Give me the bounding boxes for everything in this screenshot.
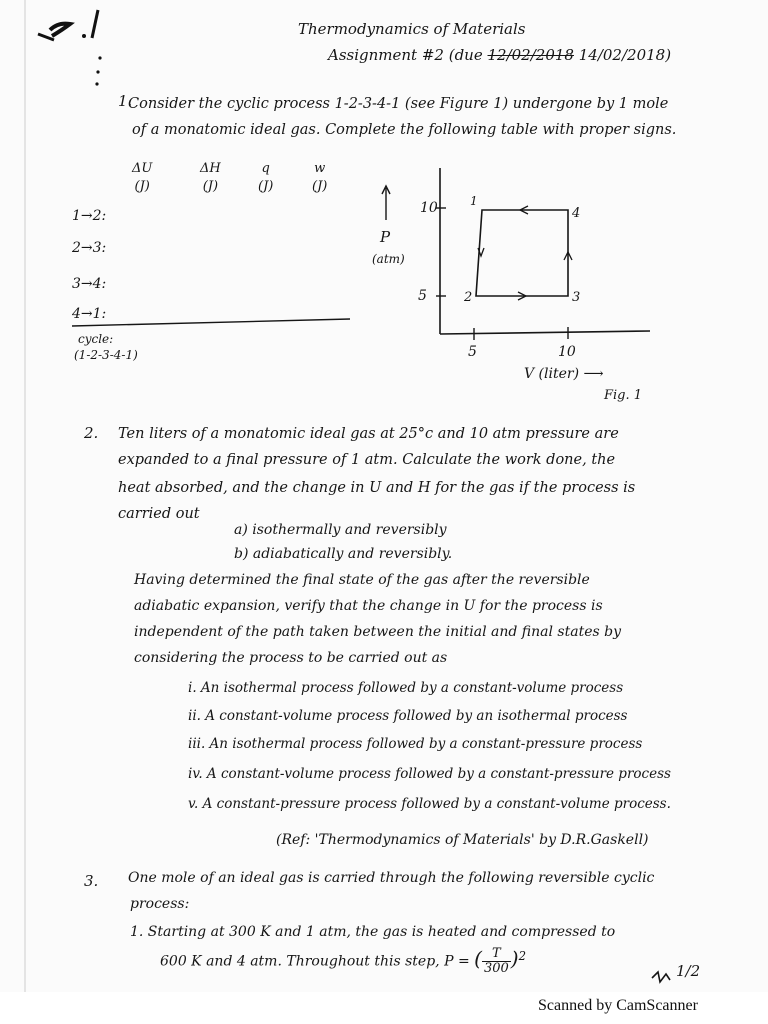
col-du-unit: (J) [134, 179, 150, 194]
q2-item-ii: ii. A constant-volume process followed by an isothermal process [188, 708, 628, 724]
fig-ytick-5: 5 [418, 288, 427, 304]
q2-line-2: expanded to a final pressure of 1 atm. Calculate the work done, the [118, 452, 616, 468]
q2-option-a: a) isothermally and reversibly [234, 522, 447, 538]
cycle-label: cycle: [78, 332, 114, 346]
struck-date: 12/02/2018 [487, 46, 574, 64]
col-dh-name: ΔH [200, 161, 221, 176]
q3-step1-a: 1. Starting at 300 K and 1 atm, the gas is heated and compressed to [130, 924, 616, 940]
fig-xtick-10: 10 [558, 344, 576, 360]
col-dh-unit: (J) [202, 179, 219, 194]
q2-reference: (Ref: 'Thermodynamics of Materials' by D.R.Gaskell) [276, 832, 649, 848]
col-w [312, 160, 327, 196]
assignment-prefix: Assignment #2 (due [328, 46, 483, 64]
q2-para2-line-1: Having determined the final state of the gas after the reversible [134, 572, 590, 588]
scanner-watermark: Scanned by CamScanner [538, 997, 698, 1014]
fig-point-2: 2 [464, 290, 473, 305]
q3-formula-denominator: 300 [483, 961, 509, 977]
q3-line-1: One mole of an ideal gas is carried through the following reversible cyclic [128, 870, 655, 886]
q3-line-2: process: [130, 896, 190, 912]
q3-formula-fraction [482, 947, 511, 976]
col-du [132, 160, 152, 196]
fig-xtick-5: 5 [468, 344, 477, 360]
q3-number: 3. [84, 872, 99, 890]
q2-line-1: Ten liters of a monatomic ideal gas at 25°c and 10 atm pressure are [118, 426, 619, 442]
q2-item-iii: iii. An isothermal process followed by a constant-pressure process [188, 736, 643, 752]
row-2-3: 2→3: [72, 240, 107, 256]
due-date: 14/02/2018) [578, 46, 672, 64]
cycle-sublabel: (1-2-3-4-1) [74, 348, 138, 362]
q2-line-4: carried out [118, 506, 200, 522]
page-number-scribble [650, 968, 672, 986]
col-w-name: w [314, 161, 326, 176]
course-title: Thermodynamics of Materials [298, 20, 526, 38]
col-w-unit: (J) [312, 179, 328, 194]
row-1-2: 1→2: [72, 208, 107, 224]
q2-para2-line-4: considering the process to be carried out as [134, 650, 448, 666]
col-dh [200, 160, 221, 196]
q2-option-b: b) adiabatically and reversibly. [234, 546, 453, 562]
col-q [258, 160, 273, 196]
fig-caption: Fig. 1 [604, 388, 643, 403]
q2-item-v: v. A constant-pressure process followed by a constant-volume process. [188, 796, 671, 812]
q2-item-i: i. An isothermal process followed by a constant-volume process [188, 680, 624, 696]
fig-y-unit: (atm) [372, 252, 405, 266]
q1-line1: Consider the cyclic process 1-2-3-4-1 (see Figure 1) undergone by 1 mole [128, 96, 669, 112]
figure-1-diagram [360, 160, 660, 410]
q1-line2: of a monatomic ideal gas. Complete the following table with proper signs. [132, 122, 677, 138]
fig-point-3: 3 [572, 290, 581, 305]
page-edge-shadow [24, 0, 26, 992]
row-3-4: 3→4: [72, 276, 107, 292]
q3-formula-numerator: T [482, 947, 511, 962]
assignment-line [328, 46, 671, 64]
q1-number: 1. [118, 92, 133, 110]
q2-number: 2. [84, 424, 99, 442]
q2-para2-line-2: adiabatic expansion, verify that the change in U for the process is [134, 598, 603, 614]
q3-formula-exponent: 2 [518, 949, 527, 963]
q2-item-iv: iv. A constant-volume process followed by a constant-pressure process [188, 766, 671, 782]
fig-y-label: P [380, 228, 391, 246]
q3-step1-b-line: 600 K and 4 atm. Throughout this step, P = ( $\frac{T}{300}$ )$^2$ [160, 946, 527, 977]
page-number: 1/2 [676, 962, 701, 980]
fig-ytick-10: 10 [420, 200, 438, 216]
fig-x-label: V (liter) ⟶ [524, 366, 604, 382]
q3-formula-lhs: P = [444, 953, 470, 970]
fig-point-4: 4 [572, 206, 581, 221]
col-q-unit: (J) [258, 179, 274, 194]
fig-point-1: 1 [470, 194, 478, 208]
row-4-1: 4→1: [72, 306, 107, 322]
col-du-name: ΔU [132, 161, 153, 176]
table-divider [70, 316, 352, 330]
q3-step1-b: 600 K and 4 atm. Throughout this step, [160, 953, 440, 970]
q2-line-3: heat absorbed, and the change in U and H for the gas if the process is [118, 480, 636, 496]
col-q-name: q [261, 161, 270, 176]
corner-scribble [28, 0, 118, 90]
q2-para2-line-3: independent of the path taken between the initial and final states by [134, 624, 621, 640]
